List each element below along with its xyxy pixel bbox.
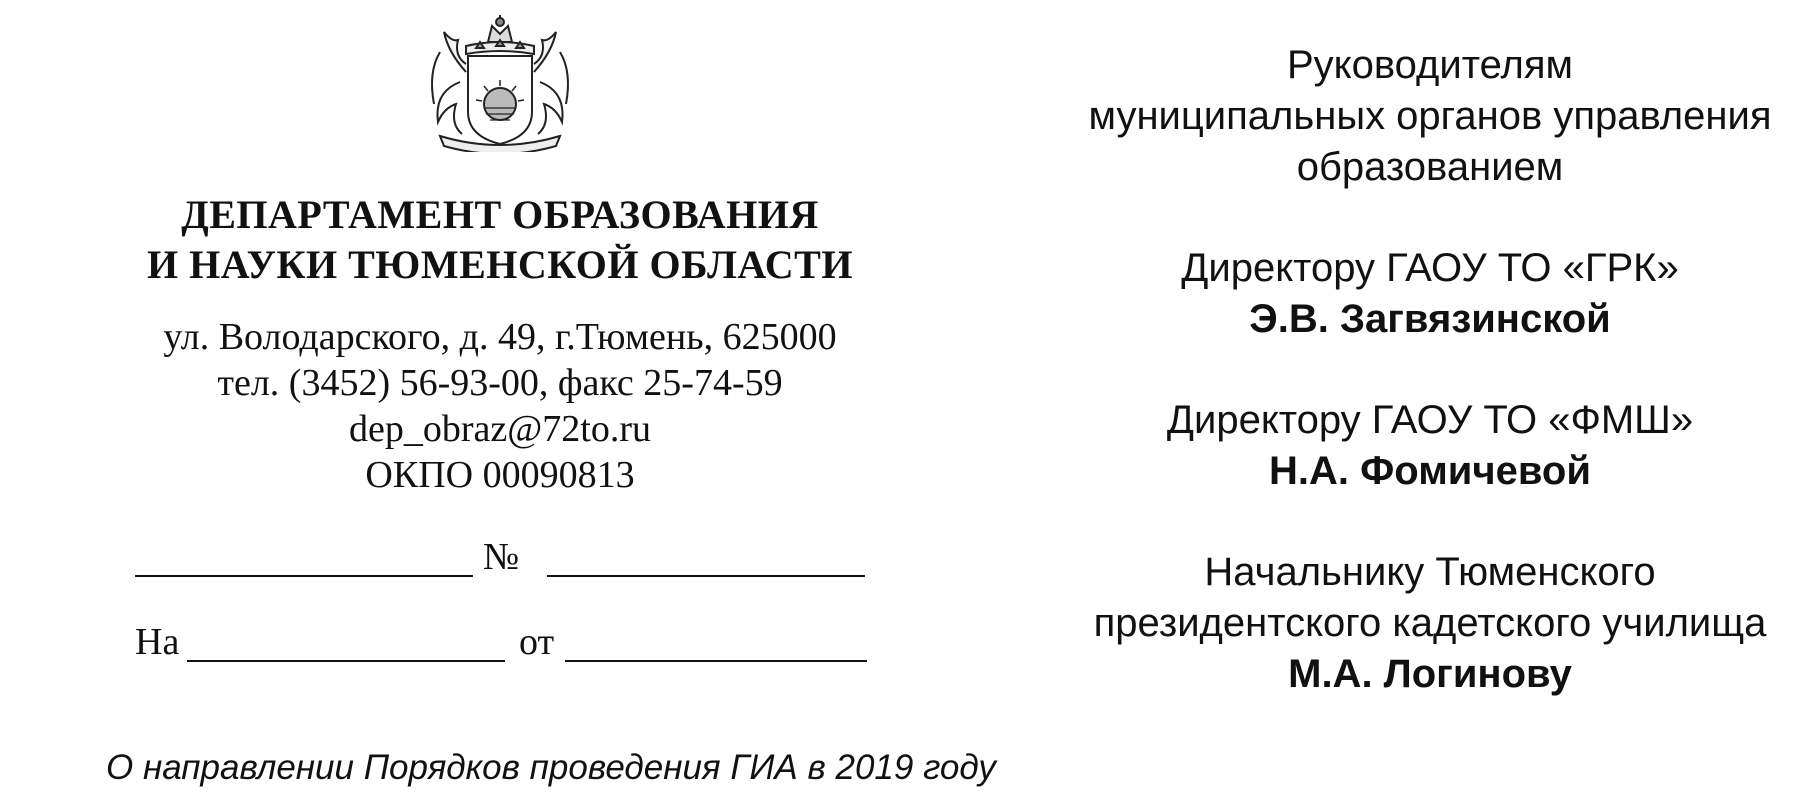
addressee-name: Э.В. Загвязинской bbox=[1249, 297, 1611, 341]
addressee-cadet-school bbox=[1040, 547, 1800, 700]
department-name-line1: ДЕПАРТАМЕНТ ОБРАЗОВАНИЯ bbox=[181, 192, 819, 237]
addressee-line: муниципальных органов управления bbox=[1088, 94, 1772, 138]
department-name-line2: И НАУКИ ТЮМЕНСКОЙ ОБЛАСТИ bbox=[147, 242, 853, 287]
addressee-line: Директору ГАОУ ТО «ФМШ» bbox=[1166, 398, 1694, 442]
addressee-line: Начальнику Тюменского bbox=[1204, 550, 1656, 594]
outgoing-number-row bbox=[135, 535, 875, 585]
email: dep_obraz@72to.ru bbox=[349, 408, 651, 450]
contact-block bbox=[110, 314, 890, 498]
department-name bbox=[110, 190, 890, 290]
reply-number-blank-line bbox=[187, 660, 505, 662]
addressee-municipal bbox=[1040, 40, 1800, 193]
on-label: На bbox=[135, 621, 180, 663]
reply-to-row bbox=[135, 620, 875, 670]
addressee-line: президентского кадетского училища bbox=[1093, 601, 1767, 645]
addressee-line: Директору ГАОУ ТО «ГРК» bbox=[1181, 246, 1679, 290]
phone-fax: тел. (3452) 56-93-00, факс 25-74-59 bbox=[217, 362, 783, 404]
addressee-fmsh bbox=[1040, 395, 1800, 497]
addressee-name: М.А. Логинову bbox=[1288, 652, 1572, 696]
from-label: от bbox=[519, 621, 555, 663]
number-blank-line bbox=[547, 575, 865, 577]
address: ул. Володарского, д. 49, г.Тюмень, 625000 bbox=[163, 316, 837, 358]
addressee-grk bbox=[1040, 243, 1800, 345]
letterhead bbox=[110, 12, 890, 498]
coat-of-arms-icon bbox=[400, 12, 600, 152]
addressee-line: Руководителям bbox=[1286, 43, 1573, 87]
addressees bbox=[1040, 40, 1800, 750]
addressee-name: Н.А. Фомичевой bbox=[1269, 449, 1591, 493]
number-sign: № bbox=[483, 536, 520, 578]
addressee-line: образованием bbox=[1296, 145, 1564, 189]
letter-subject: О направлении Порядков проведения ГИА в 2019 году bbox=[106, 748, 996, 787]
date-blank-line bbox=[135, 575, 473, 577]
reply-date-blank-line bbox=[565, 660, 867, 662]
okpo-code: ОКПО 00090813 bbox=[365, 454, 635, 496]
